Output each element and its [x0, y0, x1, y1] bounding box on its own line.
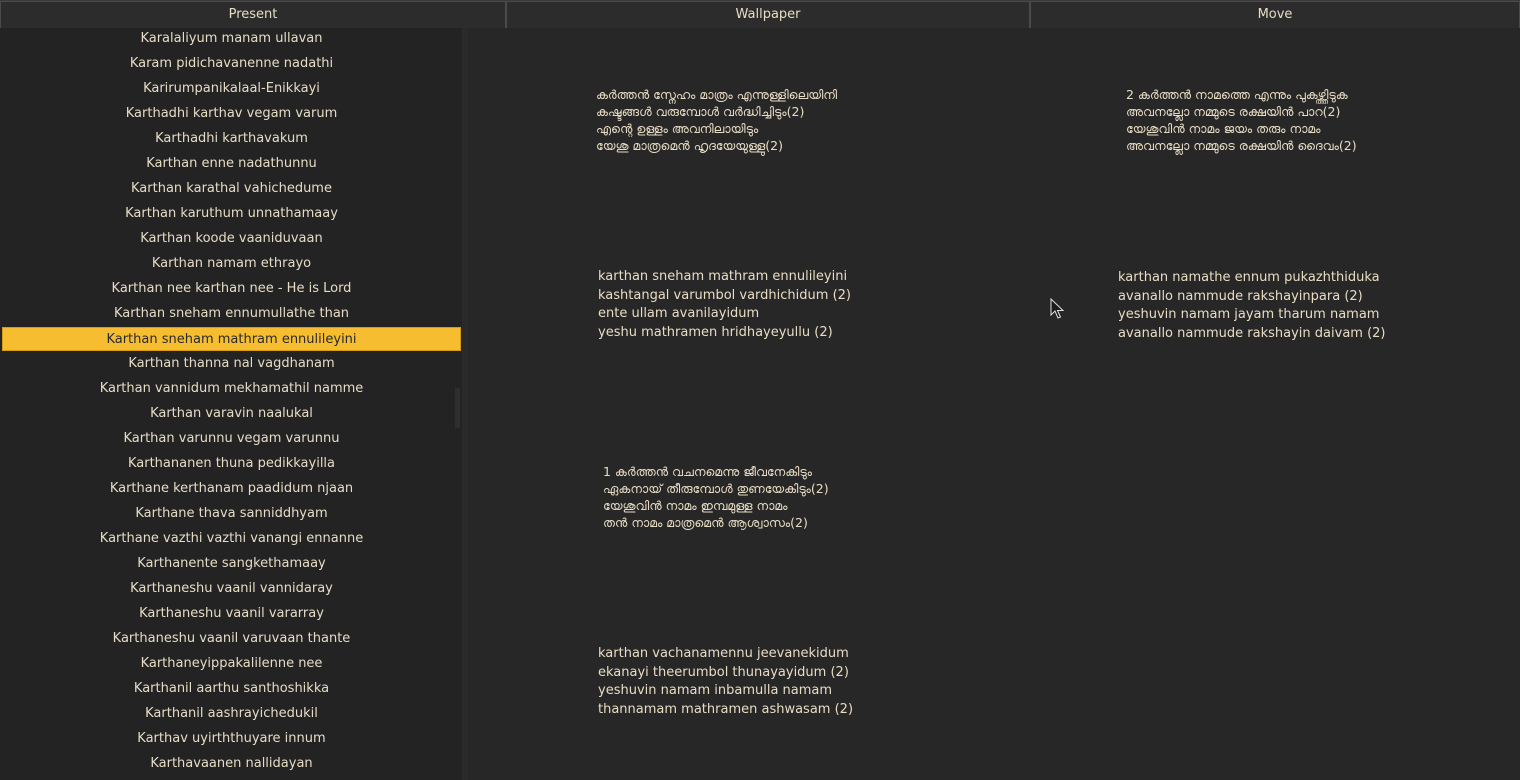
song-list-item[interactable]: Karthan vannidum mekhamathil namme [99, 381, 364, 396]
lyrics-line: യേശുവിൻ നാമം ജയം തരും നാമം [1126, 121, 1321, 136]
song-list-item[interactable]: Karthane thava sanniddhyam [135, 506, 328, 521]
song-list-item[interactable]: Karthadhi karthavakum [155, 131, 308, 146]
song-list-item[interactable]: Karthadhi karthav vegam varum [125, 106, 338, 121]
lyrics-line: thannamam mathramen ashwasam (2) [598, 701, 854, 717]
lyrics-line: karthan vachanamennu jeevanekidum [598, 646, 849, 661]
lyrics-line: avanallo nammude rakshayin daivam (2) [1118, 325, 1386, 341]
song-list-item[interactable]: Karthan namam ethrayo [151, 256, 312, 271]
song-list-item[interactable]: Karthan sneham ennumullathe than [113, 306, 350, 321]
song-list-item[interactable]: Karthan thanna nal vagdhanam [128, 356, 335, 371]
song-list-item[interactable]: Karthanil aarthu santhoshikka [133, 681, 330, 696]
song-list-item[interactable]: Karam pidichavanenne nadathi [129, 56, 334, 71]
lyrics-line: അവനല്ലോ നമ്മുടെ രക്ഷയിൻ ദൈവം(2) [1126, 138, 1357, 153]
song-list-item[interactable]: Karthanente sangkethamaay [137, 556, 326, 571]
lyrics-line: karthan namathe ennum pukazhthiduka [1118, 270, 1380, 285]
lyrics-line: എന്റെ ഉള്ളം അവനിലായിടും [596, 121, 759, 136]
lyrics-line: kashtangal varumbol vardhichidum (2) [598, 287, 851, 303]
lyrics-line: തൻ നാമം മാത്രമെൻ ആശ്വാസം(2) [603, 515, 808, 530]
lyrics-preview [468, 28, 1520, 780]
tab-wallpaper[interactable]: Wallpaper [506, 1, 1030, 29]
song-list-item[interactable]: Karthan karuthum unnathamaay [125, 206, 338, 221]
tab-bar [0, 0, 1520, 29]
song-list-item[interactable]: Karthane vazthi vazthi vanangi ennanne [99, 531, 364, 546]
song-list-item[interactable]: Karthan nee karthan nee - He is Lord [111, 281, 352, 296]
song-list-item[interactable]: Karthaneyippakalilenne nee [140, 656, 323, 671]
song-list[interactable] [0, 28, 463, 780]
song-list-item[interactable]: Karthan karathal vahichedume [131, 181, 332, 196]
lyrics-line: അവനല്ലോ നമ്മുടെ രക്ഷയിൻ പാറ(2) [1126, 104, 1341, 119]
lyrics-line: yeshuvin namam jayam tharum namam [1118, 307, 1380, 322]
scrollbar-thumb[interactable] [455, 388, 460, 428]
song-list-item[interactable]: Karthavaanen nallidayan [150, 756, 313, 771]
lyrics-line: യേശു മാത്രമെൻ ഹൃദയേയുള്ളു(2) [596, 138, 783, 153]
song-list-item[interactable]: Karthav uyirththuyare innum [137, 731, 326, 746]
song-list-item[interactable]: Karthaneshu vaanil varuvaan thante [112, 631, 351, 646]
lyrics-stanza1-transliteration [598, 645, 853, 719]
song-list-item[interactable]: Karthaneshu vaanil vannidaray [130, 581, 333, 596]
lyrics-line: yeshu mathramen hridhayeyullu (2) [598, 324, 833, 340]
song-list-item-selected[interactable]: Karthan sneham mathram ennulileyini [2, 327, 461, 351]
tab-move[interactable]: Move [1030, 1, 1520, 29]
lyrics-refrain-transliteration [598, 268, 851, 342]
lyrics-line: karthan sneham mathram ennulileyini [598, 269, 848, 284]
tab-present[interactable]: Present [0, 1, 506, 29]
lyrics-line: yeshuvin namam inbamulla namam [598, 683, 833, 698]
song-list-item[interactable]: Karthan varavin naalukal [150, 406, 313, 421]
lyrics-stanza2-malayalam [1126, 86, 1357, 154]
lyrics-stanza1-malayalam [603, 463, 829, 531]
song-list-item[interactable]: Karalaliyum manam ullavan [140, 31, 323, 46]
song-list-item[interactable]: Karthan varunnu vegam varunnu [123, 431, 340, 446]
song-list-item[interactable]: Karthanil aashrayichedukil [145, 706, 318, 721]
lyrics-line: ente ullam avanilayidum [598, 306, 760, 321]
song-list-item[interactable]: Karirumpanikalaal-Enikkayi [143, 81, 320, 96]
song-list-item[interactable]: Karthaneshu vaanil vararray [139, 606, 324, 621]
lyrics-line: ഏകനായ് തീരുമ്പോൾ തുണയേകിടും(2) [603, 481, 829, 496]
lyrics-line: കർത്തൻ സ്നേഹം മാത്രം എന്നുള്ളിലെയിനി [596, 87, 838, 102]
lyrics-line: യേശുവിൻ നാമം ഇമ്പമുള്ള നാമം [603, 498, 788, 513]
lyrics-line: കഷ്ടങ്ങൾ വരുമ്പോൾ വർദ്ധിച്ചിടും(2) [596, 104, 805, 119]
lyrics-line: ekanayi theerumbol thunayayidum (2) [598, 664, 849, 680]
lyrics-line: avanallo nammude rakshayinpara (2) [1118, 288, 1363, 304]
lyrics-line: 2 കർത്തൻ നാമത്തെ എന്നും പുകഴ്ത്തിടുക [1126, 87, 1348, 102]
song-list-item[interactable]: Karthananen thuna pedikkayilla [127, 456, 336, 471]
song-list-item[interactable]: Karthan enne nadathunnu [146, 156, 317, 171]
lyrics-line: 1 കർത്തൻ വചനമെന്നു ജീവനേകിടും [603, 464, 812, 479]
lyrics-stanza2-transliteration [1118, 269, 1386, 343]
mouse-pointer-icon [1050, 298, 1064, 320]
song-list-item[interactable]: Karthan koode vaaniduvaan [140, 231, 323, 246]
lyrics-refrain-malayalam [596, 86, 837, 154]
song-list-item[interactable]: Karthane kerthanam paadidum njaan [109, 481, 354, 496]
